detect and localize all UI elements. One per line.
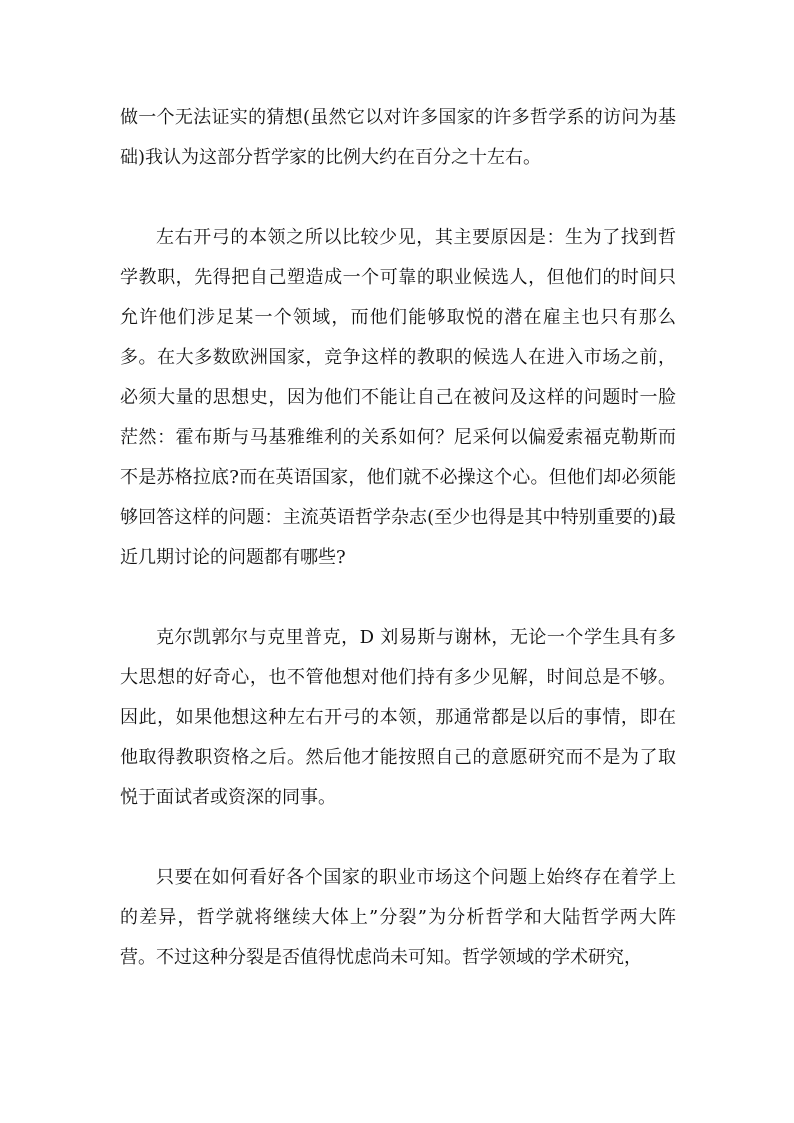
paragraph-4: 只要在如何看好各个国家的职业市场这个问题上始终存在着学上的差异，哲学就将继续大体上”分裂”为分析哲学和大陆哲学两大阵营。不过这种分裂是否值得忧虑尚未可知。哲学领域的学术研究， [120,867,676,968]
paragraph-2: 左右开弓的本领之所以比较少见，其主要原因是：生为了找到哲学教职，先得把自己塑造成一个可靠的职业候选人，但他们的时间只允许他们涉足某一个领域，而他们能够取悦的潜在雇主也只有那么多。在大多数欧洲国家，竞争这样的教职的候选人在进入市场之前，必须大量的思想史，因为他们不能让自己在被问及这样的问题时一脸茫然：霍布斯与马基雅维利的关系如何？尼采何以偏爱索福克勒斯而不是苏格拉底?而在英语国家，他们就不必操这个心。但他们却必须能够回答这样的问题：主流英语哲学杂志(至少也得是其中特别重要的)最近几期讨论的问题都有哪些? [120,227,676,568]
paragraph-3: 克尔凯郭尔与克里普克，D 刘易斯与谢林，无论一个学生具有多大思想的好奇心，也不管他想对他们持有多少见解，时间总是不够。因此，如果他想这种左右开弓的本领，那通常都是以后的事情，即在他取得教职资格之后。然后他才能按照自己的意愿研究而不是为了取悦于面试者或资深的同事。 [120,627,676,808]
document-body [120,98,676,978]
paragraph-1: 做一个无法证实的猜想(虽然它以对许多国家的许多哲学系的访问为基础)我认为这部分哲学家的比例大约在百分之十左右。 [120,107,676,168]
